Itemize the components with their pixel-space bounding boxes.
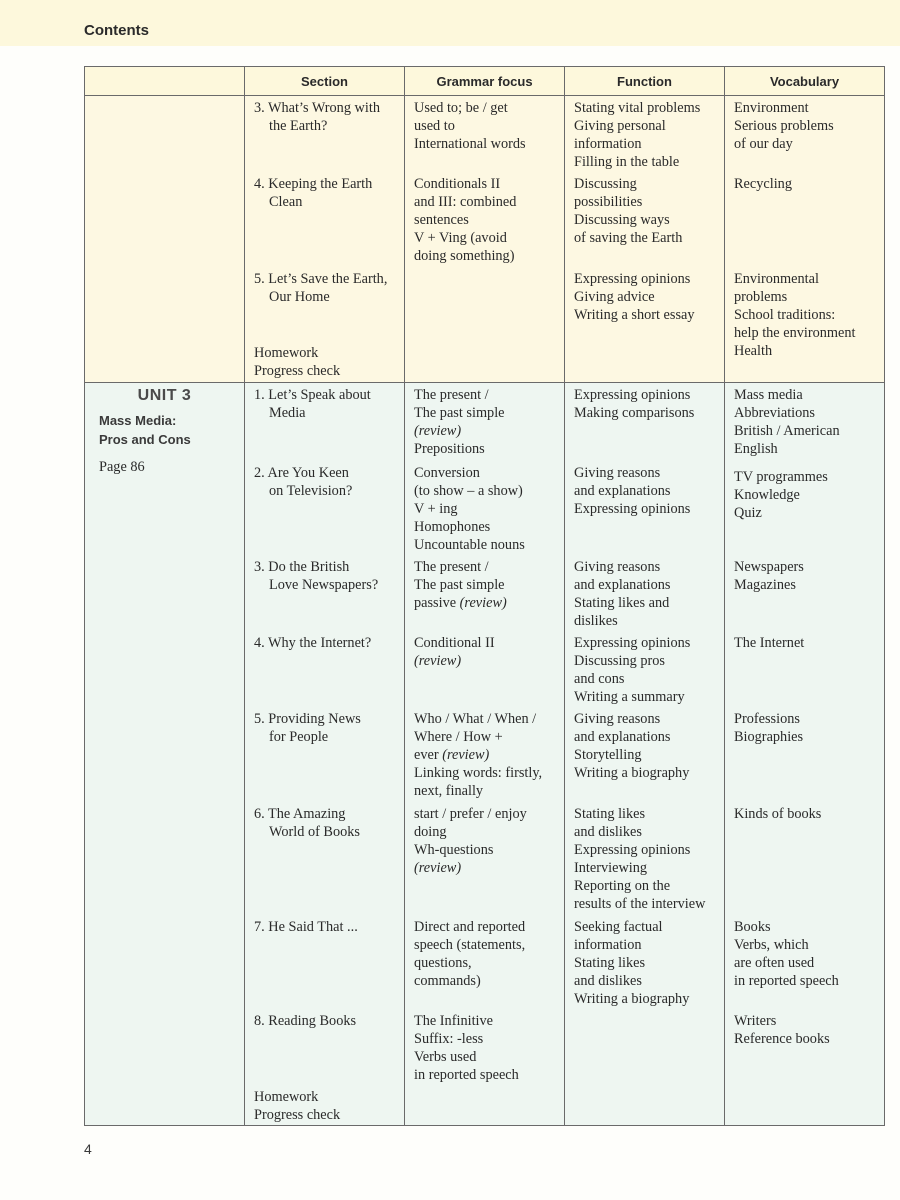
column-header-vocabulary: Vocabulary <box>725 67 885 96</box>
vocabulary-line: in reported speech <box>734 973 839 989</box>
unit3-row <box>85 383 885 1126</box>
grammar-entry <box>414 710 560 800</box>
function-line: Reporting on the <box>574 878 671 894</box>
function-line: Discussing ways <box>574 212 670 228</box>
vocabulary-line: help the environment <box>734 325 856 341</box>
unit-subtitle-line: Pros and Cons <box>99 432 191 447</box>
grammar-line: The present / <box>414 559 489 575</box>
grammar-line: speech (statements, <box>414 937 526 953</box>
column-header-section: Section <box>245 67 405 96</box>
function-entry <box>574 805 720 913</box>
grammar-line: (review) <box>414 423 462 439</box>
vocabulary-line: TV programmes <box>734 469 828 485</box>
vocabulary-line: Newspapers <box>734 559 804 575</box>
grammar-line: Conditionals II <box>414 176 501 192</box>
section-title: Media <box>269 405 306 421</box>
vocabulary-line: of our day <box>734 136 793 152</box>
function-line: Giving personal <box>574 118 666 134</box>
function-entry <box>574 918 720 1008</box>
function-line: Seeking factual <box>574 919 663 935</box>
grammar-line: The present / <box>414 387 489 403</box>
function-line: possibilities <box>574 194 643 210</box>
section-entry <box>254 270 400 306</box>
grammar-line: commands) <box>414 973 481 989</box>
unit2-section-cell <box>245 96 405 383</box>
function-line: Writing a summary <box>574 689 685 705</box>
section-entry <box>254 99 400 135</box>
vocabulary-line: Abbreviations <box>734 405 815 421</box>
homework-label: Homework <box>254 1089 319 1105</box>
function-line: of saving the Earth <box>574 230 683 246</box>
vocabulary-entry <box>734 468 880 522</box>
section-title: World of Books <box>269 824 360 840</box>
vocabulary-line: Verbs, which <box>734 937 809 953</box>
grammar-line: Used to; be / get <box>414 100 508 116</box>
unit3-vocabulary-cell <box>725 383 885 1126</box>
function-line: results of the interview <box>574 896 706 912</box>
unit-subtitle-line: Mass Media: <box>99 413 177 428</box>
grammar-entry <box>414 386 560 458</box>
vocabulary-line: Magazines <box>734 577 796 593</box>
function-line: Stating likes <box>574 806 646 822</box>
unit3-unit-cell <box>85 383 245 1126</box>
vocabulary-line: Kinds of books <box>734 806 822 822</box>
function-line: Stating vital problems <box>574 100 701 116</box>
function-line: Storytelling <box>574 747 642 763</box>
table-header-row <box>85 67 885 96</box>
unit2-vocabulary-cell <box>725 96 885 383</box>
unit-page-reference: Page 86 <box>99 459 145 475</box>
vocabulary-line: Recycling <box>734 176 792 192</box>
function-line: Giving reasons <box>574 711 661 727</box>
grammar-line: sentences <box>414 212 469 228</box>
function-line: Giving advice <box>574 289 655 305</box>
page-header-title: Contents <box>84 22 149 39</box>
vocabulary-line: Mass media <box>734 387 803 403</box>
section-entry <box>254 386 400 422</box>
vocabulary-line: Quiz <box>734 505 762 521</box>
section-entry <box>254 1012 400 1030</box>
function-line: and explanations <box>574 577 671 593</box>
grammar-line: Verbs used <box>414 1049 477 1065</box>
function-line: Writing a biography <box>574 991 690 1007</box>
function-line: information <box>574 136 642 152</box>
grammar-entry <box>414 805 560 877</box>
vocabulary-entry <box>734 175 880 193</box>
function-line: and explanations <box>574 483 671 499</box>
grammar-line: The past simple <box>414 405 505 421</box>
section-title: 2. Are You Keen <box>254 465 349 481</box>
page-number: 4 <box>84 1141 92 1157</box>
unit2-continued-row <box>85 96 885 383</box>
function-line: Giving reasons <box>574 465 661 481</box>
function-line: Writing a short essay <box>574 307 695 323</box>
grammar-entry <box>414 918 560 990</box>
vocabulary-entry <box>734 634 880 652</box>
vocabulary-line: Environmental <box>734 271 819 287</box>
section-entry <box>254 634 400 652</box>
section-entry <box>254 710 400 746</box>
vocabulary-line: problems <box>734 289 788 305</box>
section-title: 3. What’s Wrong with the Earth? <box>254 100 380 134</box>
grammar-entry <box>414 1012 560 1084</box>
section-title: 4. Why the Internet? <box>254 635 372 651</box>
function-entry <box>574 175 720 247</box>
section-title: 8. Reading Books <box>254 1013 357 1029</box>
function-line: information <box>574 937 642 953</box>
progress-check-label: Progress check <box>254 1107 341 1123</box>
function-entry <box>574 710 720 782</box>
vocabulary-line: British / American <box>734 423 840 439</box>
grammar-line: (review) <box>414 860 462 876</box>
function-line: Filling in the table <box>574 154 680 170</box>
unit3-function-cell <box>565 383 725 1126</box>
grammar-line: Conditional II <box>414 635 495 651</box>
homework-label: Homework <box>254 345 319 361</box>
section-title: 5. Let’s Save the Earth, Our Home <box>254 271 388 305</box>
vocabulary-line: Serious problems <box>734 118 834 134</box>
grammar-line: V + ing <box>414 501 458 517</box>
grammar-line: (to show – a show) <box>414 483 523 499</box>
grammar-line: doing <box>414 824 447 840</box>
vocabulary-line: are often used <box>734 955 815 971</box>
section-title: on Television? <box>269 483 353 499</box>
grammar-line: Uncountable nouns <box>414 537 525 553</box>
function-entry <box>574 558 720 630</box>
vocabulary-entry <box>734 918 880 990</box>
section-title: 1. Let’s Speak about <box>254 387 371 403</box>
grammar-line: Homophones <box>414 519 491 535</box>
column-header-grammar: Grammar focus <box>405 67 565 96</box>
contents-table <box>84 66 885 1126</box>
grammar-line: Direct and reported <box>414 919 526 935</box>
section-entry <box>254 918 400 936</box>
function-entry <box>574 270 720 324</box>
grammar-line: in reported speech <box>414 1067 519 1083</box>
grammar-line: The Infinitive <box>414 1013 494 1029</box>
unit3-section-cell <box>245 383 405 1126</box>
function-line: dislikes <box>574 613 618 629</box>
grammar-line: Who / What / When / <box>414 711 537 727</box>
progress-check-label: Progress check <box>254 363 341 379</box>
vocabulary-line: Health <box>734 343 773 359</box>
vocabulary-line: Environment <box>734 100 809 116</box>
header-blank-cell <box>85 67 245 96</box>
section-title: 5. Providing News <box>254 711 361 727</box>
function-line: Discussing pros <box>574 653 665 669</box>
function-entry <box>574 634 720 706</box>
section-entry <box>254 558 400 594</box>
grammar-line: The past simple <box>414 577 505 593</box>
grammar-line: ever (review) <box>414 747 490 763</box>
grammar-entry <box>414 558 560 612</box>
section-entry <box>254 344 400 380</box>
unit2-grammar-cell <box>405 96 565 383</box>
function-line: and dislikes <box>574 824 642 840</box>
section-entry <box>254 805 400 841</box>
grammar-line: and III: combined <box>414 194 517 210</box>
unit2-function-cell <box>565 96 725 383</box>
function-line: Interviewing <box>574 860 648 876</box>
unit-title: UNIT 3 <box>137 387 192 404</box>
section-entry <box>254 175 400 211</box>
grammar-line: (review) <box>414 653 462 669</box>
vocabulary-line: School traditions: <box>734 307 836 323</box>
function-line: Giving reasons <box>574 559 661 575</box>
vocabulary-entry <box>734 558 880 594</box>
function-line: Expressing opinions <box>574 271 691 287</box>
vocabulary-line: Biographies <box>734 729 804 745</box>
grammar-entry <box>414 464 560 554</box>
unit-subtitle <box>99 411 244 449</box>
grammar-line: Wh-questions <box>414 842 494 858</box>
vocabulary-line: Knowledge <box>734 487 800 503</box>
grammar-line: Suffix: -less <box>414 1031 484 1047</box>
grammar-line: doing something) <box>414 248 515 264</box>
function-line: Stating likes and <box>574 595 670 611</box>
function-line: Making comparisons <box>574 405 695 421</box>
section-title: 6. The Amazing <box>254 806 346 822</box>
vocabulary-entry <box>734 386 880 458</box>
function-entry <box>574 99 720 171</box>
vocabulary-entry <box>734 99 880 153</box>
vocabulary-line: Professions <box>734 711 800 727</box>
vocabulary-entry <box>734 270 880 360</box>
vocabulary-line: The Internet <box>734 635 805 651</box>
unit3-grammar-cell <box>405 383 565 1126</box>
grammar-line: questions, <box>414 955 472 971</box>
section-title: 3. Do the British <box>254 559 350 575</box>
function-line: Writing a biography <box>574 765 690 781</box>
review-tag: (review) <box>459 595 507 611</box>
vocabulary-entry <box>734 1012 880 1048</box>
function-line: and explanations <box>574 729 671 745</box>
section-title: 4. Keeping the Earth Clean <box>254 176 373 210</box>
vocabulary-line: Reference books <box>734 1031 830 1047</box>
grammar-line: used to <box>414 118 455 134</box>
grammar-line: V + Ving (avoid <box>414 230 507 246</box>
vocabulary-entry <box>734 710 880 746</box>
section-entry <box>254 464 400 500</box>
vocabulary-entry <box>734 805 880 823</box>
function-line: Expressing opinions <box>574 501 691 517</box>
grammar-entry <box>414 99 560 153</box>
function-line: and dislikes <box>574 973 642 989</box>
function-line: Expressing opinions <box>574 387 691 403</box>
function-line: Discussing <box>574 176 637 192</box>
grammar-line: passive (review) <box>414 595 507 611</box>
function-entry <box>574 386 720 422</box>
function-line: Expressing opinions <box>574 842 691 858</box>
review-tag: (review) <box>442 747 490 763</box>
vocabulary-line: Books <box>734 919 771 935</box>
function-line: Expressing opinions <box>574 635 691 651</box>
grammar-entry <box>414 634 560 670</box>
section-title: for People <box>269 729 329 745</box>
grammar-line: Where / How + <box>414 729 503 745</box>
section-title: 7. He Said That ... <box>254 919 358 935</box>
function-entry <box>574 464 720 518</box>
grammar-line: next, finally <box>414 783 484 799</box>
grammar-line: International words <box>414 136 526 152</box>
section-entry <box>254 1088 400 1124</box>
grammar-line: Prepositions <box>414 441 485 457</box>
function-line: Stating likes <box>574 955 646 971</box>
section-title: Love Newspapers? <box>269 577 379 593</box>
grammar-entry <box>414 175 560 265</box>
unit2-continued-unit-cell <box>85 96 245 383</box>
grammar-line: start / prefer / enjoy <box>414 806 527 822</box>
grammar-line: Conversion <box>414 465 480 481</box>
vocabulary-line: Writers <box>734 1013 777 1029</box>
column-header-function: Function <box>565 67 725 96</box>
function-line: and cons <box>574 671 625 687</box>
grammar-line: Linking words: firstly, <box>414 765 543 781</box>
vocabulary-line: English <box>734 441 778 457</box>
